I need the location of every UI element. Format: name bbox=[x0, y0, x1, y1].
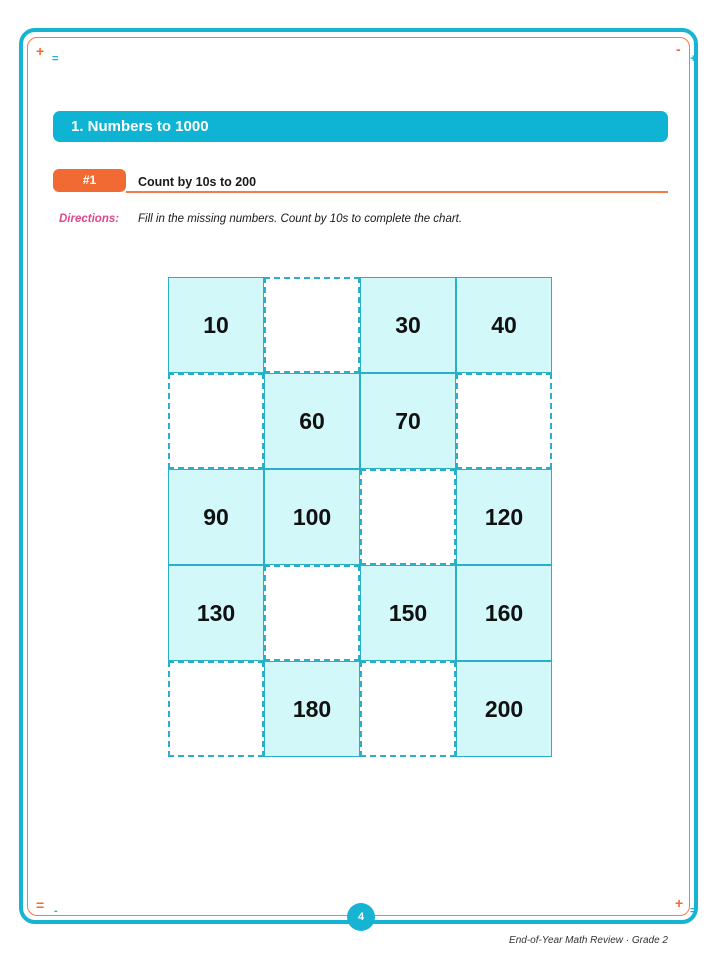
chart-cell-number: 130 bbox=[168, 565, 264, 661]
page-number: 4 bbox=[347, 903, 375, 931]
corner-equals-mark: = bbox=[690, 905, 697, 917]
chart-cell-number: 160 bbox=[456, 565, 552, 661]
question-title: Count by 10s to 200 bbox=[138, 175, 257, 189]
chart-cell-blank[interactable] bbox=[360, 469, 456, 565]
chart-cell-number: 180 bbox=[264, 661, 360, 757]
chart-cell-number: 70 bbox=[360, 373, 456, 469]
corner-plus-mark: + bbox=[690, 53, 697, 65]
chart-cell-blank[interactable] bbox=[264, 277, 360, 373]
chart-cell-number: 60 bbox=[264, 373, 360, 469]
chart-cell-blank[interactable] bbox=[168, 661, 264, 757]
chart-cell-number: 10 bbox=[168, 277, 264, 373]
corner-minus-mark: - bbox=[676, 41, 681, 57]
section-title: 1. Numbers to 1000 bbox=[53, 111, 668, 142]
chart-cell-number: 120 bbox=[456, 469, 552, 565]
chart-cell-blank[interactable] bbox=[168, 373, 264, 469]
count-by-10s-chart bbox=[168, 277, 552, 757]
chart-cell-blank[interactable] bbox=[264, 565, 360, 661]
corner-plus-mark: + bbox=[675, 895, 684, 911]
chart-cell-blank[interactable] bbox=[456, 373, 552, 469]
footer-text: End-of-Year Math Review · Grade 2 bbox=[509, 935, 668, 946]
chart-cell-number: 100 bbox=[264, 469, 360, 565]
chart-cell-number: 40 bbox=[456, 277, 552, 373]
question-number-badge: #1 bbox=[53, 169, 126, 192]
corner-equals-mark: = bbox=[52, 53, 59, 65]
corner-plus-mark: + bbox=[36, 43, 45, 59]
chart-cell-blank[interactable] bbox=[360, 661, 456, 757]
corner-equals-mark: = bbox=[36, 897, 45, 913]
corner-minus-mark: - bbox=[54, 905, 58, 917]
chart-cell-number: 150 bbox=[360, 565, 456, 661]
question-underline bbox=[126, 191, 668, 193]
directions-text: Fill in the missing numbers. Count by 10s to complete the chart. bbox=[138, 213, 463, 225]
chart-cell-number: 30 bbox=[360, 277, 456, 373]
chart-cell-number: 200 bbox=[456, 661, 552, 757]
chart-cell-number: 90 bbox=[168, 469, 264, 565]
directions-label: Directions: bbox=[59, 213, 120, 225]
